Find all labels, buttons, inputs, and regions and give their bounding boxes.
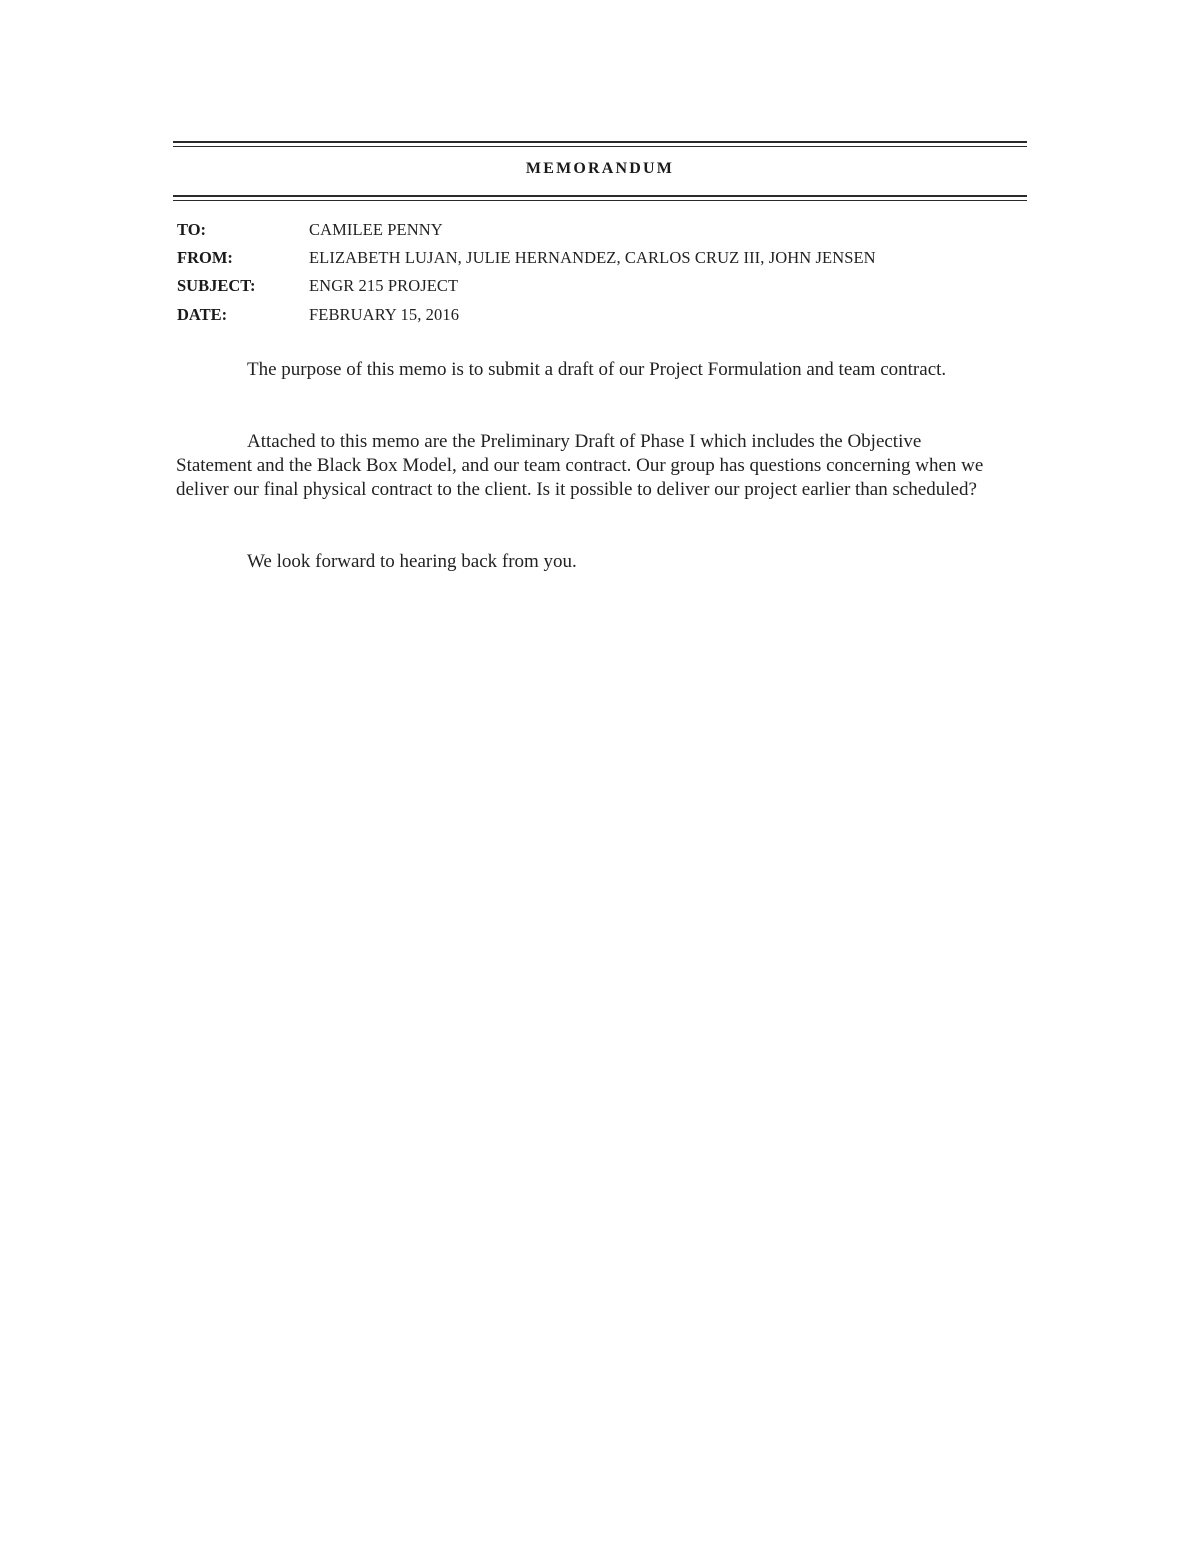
date-label: DATE:	[177, 305, 228, 324]
body-paragraph-2	[176, 430, 1000, 502]
paragraph-text: The purpose of this memo is to submit a draft of our Project Formulation and team contract.	[247, 359, 947, 380]
paragraph-text: We look forward to hearing back from you.	[247, 551, 577, 572]
subject-value: ENGR 215 PROJECT	[309, 276, 459, 295]
body-paragraph-1	[176, 358, 1000, 382]
body-paragraph-3	[176, 550, 1000, 574]
to-value: CAMILEE PENNY	[309, 220, 443, 239]
from-label: FROM:	[177, 248, 233, 267]
top-double-rule	[173, 141, 1027, 147]
subject-label: SUBJECT:	[177, 276, 256, 295]
paragraph-text: Attached to this memo are the Preliminary Draft of Phase I which includes the Objective Statement and the Black Box Model, and our team contract. Our group has questions concerning when we deliver our final physical contract to the client. Is it possible to deliver our project earlier than scheduled?	[176, 431, 984, 500]
memo-title: MEMORANDUM	[525, 160, 675, 177]
from-value: ELIZABETH LUJAN, JULIE HERNANDEZ, CARLOS CRUZ III, JOHN JENSEN	[309, 248, 876, 267]
bottom-double-rule	[173, 195, 1027, 201]
date-value: FEBRUARY 15, 2016	[309, 305, 460, 324]
to-label: TO:	[177, 220, 207, 239]
